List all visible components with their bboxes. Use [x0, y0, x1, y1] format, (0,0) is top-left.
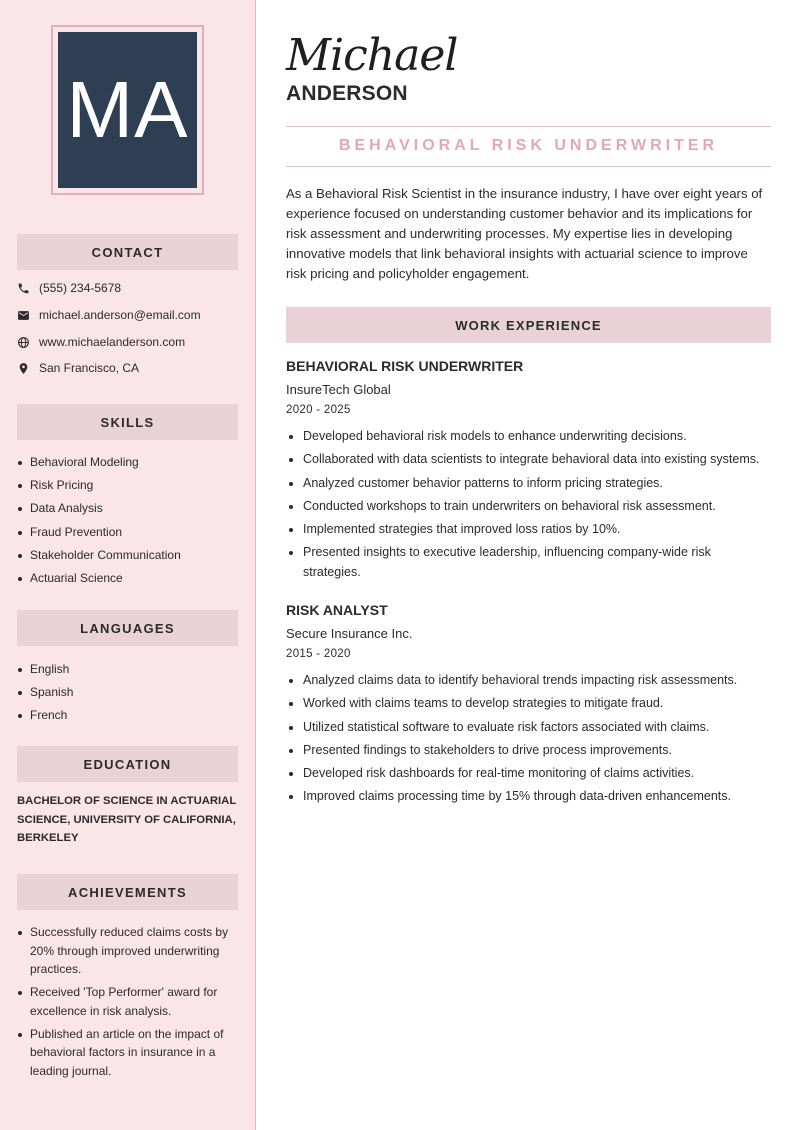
first-name: Michael [286, 30, 458, 81]
list-item: Data Analysis [17, 499, 242, 518]
list-item: English [17, 660, 242, 679]
contact-website[interactable] [17, 333, 247, 351]
languages-heading: LANGUAGES [17, 610, 238, 646]
achievements-list [17, 923, 242, 1085]
list-item: Presented insights to executive leadership, influencing company-wide risk strategies. [286, 543, 771, 582]
contact-location-text: San Francisco, CA [39, 361, 140, 375]
list-item: Analyzed claims data to identify behavioral trends impacting risk assessments. [286, 671, 771, 691]
monogram-frame [51, 25, 204, 195]
contact-phone[interactable] [17, 279, 247, 297]
list-item: Published an article on the impact of behavioral factors in insurance in a leading journal. [17, 1025, 242, 1081]
map-pin-icon [17, 362, 30, 375]
list-item: Successfully reduced claims costs by 20% through improved underwriting practices. [17, 923, 242, 979]
list-item: Implemented strategies that improved loss ratios by 10%. [286, 520, 771, 540]
job-title: BEHAVIORAL RISK UNDERWRITER [338, 137, 719, 154]
skills-list [17, 453, 242, 592]
achievements-heading: ACHIEVEMENTS [17, 874, 238, 910]
list-item: Received 'Top Performer' award for excellence in risk analysis. [17, 983, 242, 1020]
list-item: Utilized statistical software to evaluate risk factors associated with claims. [286, 718, 771, 738]
list-item: Improved claims processing time by 15% through data-driven enhancements. [286, 787, 771, 807]
summary: As a Behavioral Risk Scientist in the insurance industry, I have over eight years of experience focused on understanding customer behavior and its implications for risk assessment and underwriting processes. My expertise lies in developing innovative models that link behavioral insights with actuarial science to improve risk pricing and policyholder engagement. [286, 186, 763, 281]
globe-icon [17, 336, 30, 349]
list-item: Actuarial Science [17, 569, 242, 588]
list-item: Fraud Prevention [17, 523, 242, 542]
job-dates: 2015 - 2020 [286, 648, 351, 660]
sidebar [0, 0, 256, 1130]
list-item: Collaborated with data scientists to integrate behavioral data into existing systems. [286, 450, 771, 470]
last-name: ANDERSON [286, 82, 408, 105]
job-company: Secure Insurance Inc. [286, 626, 413, 641]
job-role: BEHAVIORAL RISK UNDERWRITER [286, 358, 524, 374]
list-item: Developed behavioral risk models to enhance underwriting decisions. [286, 427, 771, 447]
job-dates: 2020 - 2025 [286, 404, 351, 416]
education-heading: EDUCATION [17, 746, 238, 782]
job-duties [286, 427, 771, 586]
languages-list [17, 660, 242, 730]
contact-email[interactable] [17, 306, 247, 324]
monogram: MA [58, 32, 197, 188]
title-rule-bottom [286, 166, 771, 167]
title-rule-top [286, 126, 771, 127]
education-degree: BACHELOR OF SCIENCE IN ACTUARIAL SCIENCE, UNIVERSITY OF CALIFORNIA, BERKELEY [17, 795, 237, 844]
list-item: Risk Pricing [17, 476, 242, 495]
work-experience-heading: WORK EXPERIENCE [286, 307, 771, 343]
skills-heading: SKILLS [17, 404, 238, 440]
job-duties [286, 671, 771, 811]
contact-location [17, 359, 247, 377]
contact-heading: CONTACT [17, 234, 238, 270]
list-item: Spanish [17, 683, 242, 702]
job-company: InsureTech Global [286, 382, 391, 397]
list-item: Behavioral Modeling [17, 453, 242, 472]
list-item: Developed risk dashboards for real-time monitoring of claims activities. [286, 764, 771, 784]
envelope-icon [17, 309, 30, 322]
list-item: Presented findings to stakeholders to drive process improvements. [286, 741, 771, 761]
list-item: Conducted workshops to train underwriters on behavioral risk assessment. [286, 497, 771, 517]
job-role: RISK ANALYST [286, 602, 388, 618]
list-item: Stakeholder Communication [17, 546, 242, 565]
contact-phone-text: (555) 234-5678 [39, 281, 122, 295]
phone-icon [17, 282, 30, 295]
list-item: Worked with claims teams to develop strategies to mitigate fraud. [286, 694, 771, 714]
list-item: French [17, 706, 242, 725]
contact-website-text: www.michaelanderson.com [39, 335, 186, 349]
list-item: Analyzed customer behavior patterns to inform pricing strategies. [286, 474, 771, 494]
contact-email-text: michael.anderson@email.com [39, 308, 201, 322]
